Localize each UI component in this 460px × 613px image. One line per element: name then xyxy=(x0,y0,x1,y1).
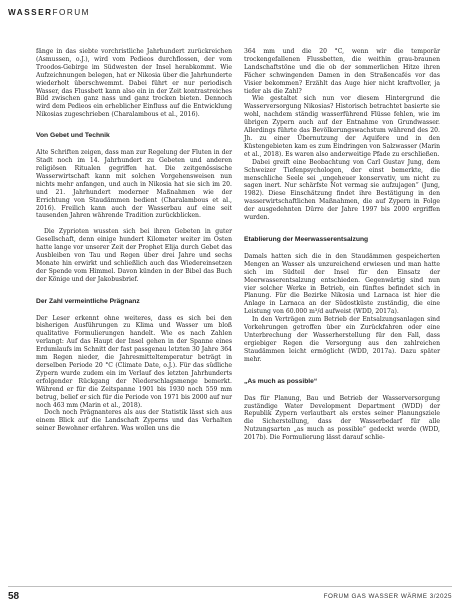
left-paragraph-4: Der Leser erkennt ohne weiteres, dass es sich bei den bisherigen Ausführungen zu Klima und Wasser um bloß qualitative Formulierungen handelt. Wie es nach Zahlen verlangt: Auf das Haupt der Insel gehen in der Spanne eines Erdumlaufs im Schnitt der fast passgenau letzten 30 Jahre 364 mm Regen nieder, die Jahresmitteltemperatur beträgt in derselben Periode 20 °C (Climate Date, o.J.). Für das südliche Zypern wurde zudem ein im Verlauf des letzten Jahrhunderts erfolgender Rückgang der Niederschlagsmenge bemerkt. Während er für die Zeitspanne 1901 bis 1930 noch 559 mm betrug, belief er sich für die Periode von 1971 bis 2000 auf nur noch 463 mm (Marin et al., 2018). xyxy=(36,314,232,409)
left-paragraph-1: fänge in das siebte vorchristliche Jahrhundert zurückreichen (Asmussen, o.J.), wird vom Pedieos durchflossen, der vom Troodos-Gebirge im Südwesten der Insel herabkommt. Wie Aufzeichnungen belegen, hat er Nikosia über die Jahrhunderte wiederholt überschwemmt. Dabei führt er nur periodisch Wasser, das Flussbett kann also ein in der Zeit kontrastreiches Bild zwischen ganz nass und ganz trocken bieten. Dennoch wird dem Pedieos ein erheblicher Einfluss auf die Entwicklung Nikosias zugeschrieben (Charalambous et al., 2016). xyxy=(36,48,232,119)
right-column xyxy=(244,48,440,442)
right-paragraph-3: Dabei greift eine Beobachtung von Carl Gustav Jung, dem Schweizer Tiefenpsychologen, der einst bemerkte, die menschliche Seele sei „ungeheuer konservativ, um nicht zu sagen inert. Nur schärfste Not vermag sie aufzujagen“ (Jung, 1982). Diese Einschätzung findet ihre Bestätigung in den wasserwirtschaftlichen Maßnahmen, die auf Zypern in Folge der ausgedehnten Dürre der Jahre 1997 bis 2000 ergriffen wurden. xyxy=(244,158,440,222)
header-brand-light: FORUM xyxy=(52,8,90,17)
right-paragraph-5: In den Verträgen zum Betrieb der Entsalzungsanlagen sind Vorkehrungen getroffen über ein Zurückfahren oder eine Unterbrechung der Wasserherstellung für den Fall, dass ergiebiger Regen die Versorgung aus den zahlreichen Staudämmen leicht ermöglicht (WDD, 2017a). Dazu später mehr. xyxy=(244,316,440,363)
left-paragraph-3: Die Zyprioten wussten sich bei ihren Gebeten in guter Gesellschaft, denn einige hundert Kilometer weiter im Osten hatte lange vor unserer Zeit der Prophet Elija durch Gebet das Ausbleiben von Tau und Regen über drei Jahre und sechs Monate hin erwirkt und schließlich auch das Wiedereinsetzen der Spende vom Himmel. Davon künden in der Bibel das Buch der Könige und der Jakobusbrief. xyxy=(36,228,232,283)
publication-footer: FORUM GAS WASSER WÄRME 3/2025 xyxy=(323,593,452,600)
left-paragraph-5: Doch noch Prägnanteres als aus der Statistik lässt sich aus einem Blick auf die Landschaft Zyperns und das Verhalten seiner Bewohner erfahren. Was wollen uns die xyxy=(36,409,232,433)
section-heading-gebet-technik: Von Gebet und Technik xyxy=(36,132,110,140)
section-heading-meerwasserentsalzung: Etablierung der Meerwasserentsalzung xyxy=(244,235,369,243)
right-paragraph-2: Wie gestaltet sich nun vor diesem Hintergrund die Wasserversorgung Nikosias? Historisch betrachtet basierte sie wohl, nachdem ständig wasserführend Flüsse fehlen, wie im übrigen Zypern auch auf der Entnahme von Grundwasser. Allerdings führte das Bevölkerungswachstum während des 20. Jh. zu einer Übernutzung der Aquifere und in den Küstengebieten kam es zum Eindringen von Salzwasser (Marin et al., 2018). Es waren also anderweitige Pfade zu erschließen. xyxy=(244,95,440,158)
right-paragraph-6: Das für Planung, Bau und Betrieb der Wasserversorgung zuständige Water Development Department (WDD) der Republik Zypern verlautbart als erstes seiner Planungsziele die Sicherstellung, dass der Wasserbedarf für alle Nutzungsarten „as much as possible“ gedeckt werde (WDD, 2017b). Die Formulierung lässt darauf schlie- xyxy=(244,394,440,442)
footer-divider xyxy=(8,586,452,587)
right-paragraph-4: Damals hatten sich die in den Staudämmen gespeicherten Mengen an Wasser als unzureichend erwiesen und man hatte sich im Südteil der Insel für den Einsatz der Meerwasserentsalzung entschieden. Gegenwärtig sind nun vier solcher Werke in Betrieb, ein fünftes befindet sich in Planung. Für die Bezirke Nikosia und Larnaca ist hier die Anlage in Larnaca an der Südostküste zuständig, die eine Leistung von 60.000 m³/d aufweist (WDD, 2017a). xyxy=(244,252,440,316)
header-brand-bold: WASSER xyxy=(8,8,53,17)
magazine-header xyxy=(8,8,90,17)
section-heading-zahl-praegnanz: Der Zahl vermeintliche Prägnanz xyxy=(36,297,140,305)
section-heading-as-much-as-possible: „As much as possible“ xyxy=(244,377,318,385)
page-number: 58 xyxy=(8,591,20,602)
left-paragraph-2: Alte Schriften zeigen, dass man zur Regelung der Fluten in der Stadt noch im 14. Jahrhundert zu Gebeten und anderen religiösen Ritualen gegriffen hat. Die zeitgenössische Wasserwirtschaft kann mit solchen Vorgehensweisen nun nichts mehr anfangen, und auch in Nikosia hat sie sich im 20. und 21. Jahrhundert moderner Maßnahmen wie der Errichtung von Staudämmen bedient (Charalambous et al., 2016). Freilich kann auch der Wasserbau auf eine seit tausenden Jahren währende Tradition zurückblicken. xyxy=(36,149,232,220)
right-paragraph-1: 364 mm und die 20 °C, wenn wir die temporär trockengefallenen Flussbetten, die weithin grau-braunen Landschaftstöne und die ob der sommerlichen Hitze ihren Fächer schwingenden Damen in den Straßencafés vor das Visier bekommen? Erzählt das Auge hier nicht kraftvoller, ja tiefer als die Zahl? xyxy=(244,48,440,95)
left-column xyxy=(36,48,232,433)
